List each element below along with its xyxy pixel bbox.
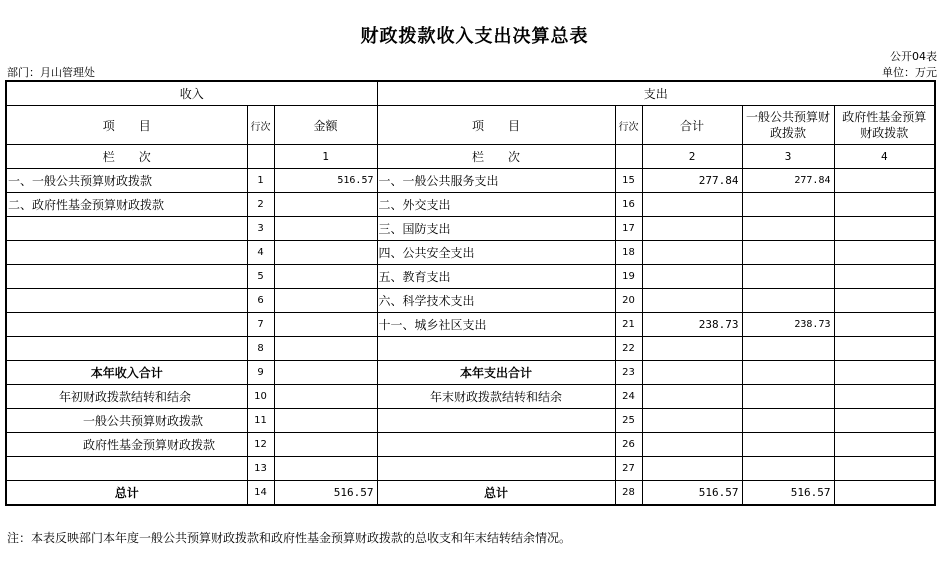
- expense-total: [642, 385, 742, 409]
- income-amount: [274, 313, 377, 337]
- expense-grand-total: 516.57: [642, 481, 742, 506]
- income-amount: [274, 337, 377, 361]
- expense-total: [642, 433, 742, 457]
- income-item: 一、一般公共预算财政拨款: [6, 169, 247, 193]
- table-row: [6, 193, 935, 217]
- expense-general: [742, 289, 834, 313]
- expense-row-no: 26: [615, 433, 642, 457]
- column-index-2: 2: [642, 145, 742, 169]
- expense-total: [642, 457, 742, 481]
- expense-general: [742, 193, 834, 217]
- income-item-header: 项 目: [6, 106, 247, 145]
- expense-item-header: 项 目: [377, 106, 615, 145]
- table-row: [6, 361, 935, 385]
- table-row: [6, 313, 935, 337]
- header-row-sections: [6, 81, 935, 106]
- income-amount: [274, 265, 377, 289]
- expense-fund: [834, 385, 935, 409]
- expense-general: 277.84: [742, 169, 834, 193]
- expense-item: 四、公共安全支出: [377, 241, 615, 265]
- income-item: [6, 337, 247, 361]
- table-row-grand-total: [6, 481, 935, 506]
- expense-row-no: 16: [615, 193, 642, 217]
- expense-row-no: 22: [615, 337, 642, 361]
- department-label: 部门：月山管理处: [7, 66, 95, 79]
- expense-total: 277.84: [642, 169, 742, 193]
- expense-general: [742, 265, 834, 289]
- income-row-no: 6: [247, 289, 274, 313]
- expense-fund: [834, 193, 935, 217]
- expense-item: 五、教育支出: [377, 265, 615, 289]
- expense-fund: [834, 361, 935, 385]
- income-amount: [274, 289, 377, 313]
- column-label-income: 栏 次: [6, 145, 247, 169]
- expense-general: [742, 385, 834, 409]
- table-row: [6, 217, 935, 241]
- table-row: [6, 433, 935, 457]
- income-amount: [274, 241, 377, 265]
- income-item: [6, 289, 247, 313]
- income-item: 政府性基金预算财政拨款: [6, 433, 247, 457]
- income-item: 二、政府性基金预算财政拨款: [6, 193, 247, 217]
- expense-fund: [834, 457, 935, 481]
- income-amount: [274, 409, 377, 433]
- income-amount: [274, 361, 377, 385]
- expense-row-no: 15: [615, 169, 642, 193]
- expense-general: [742, 361, 834, 385]
- fund-budget-header: 政府性基金预算财政拨款: [834, 106, 935, 145]
- general-budget-header: 一般公共预算财政拨款: [742, 106, 834, 145]
- total-header: 合计: [642, 106, 742, 145]
- expense-total: [642, 265, 742, 289]
- table-row: [6, 241, 935, 265]
- expense-row-no: 21: [615, 313, 642, 337]
- income-row-no: 3: [247, 217, 274, 241]
- expense-item: [377, 409, 615, 433]
- income-row-no: 7: [247, 313, 274, 337]
- table-row: [6, 169, 935, 193]
- expense-general: [742, 337, 834, 361]
- income-amount: [274, 457, 377, 481]
- table-row: [6, 457, 935, 481]
- expense-general: 238.73: [742, 313, 834, 337]
- income-rowno-header: 行次: [247, 106, 274, 145]
- expense-total: [642, 217, 742, 241]
- expense-row-no: 24: [615, 385, 642, 409]
- income-row-no: 13: [247, 457, 274, 481]
- income-grand-total-label: 总计: [6, 481, 247, 506]
- income-row-no: 5: [247, 265, 274, 289]
- expense-rowno-header: 行次: [615, 106, 642, 145]
- expense-row-no: 19: [615, 265, 642, 289]
- expense-item: 年末财政拨款结转和结余: [377, 385, 615, 409]
- income-item: [6, 313, 247, 337]
- expense-item: 六、科学技术支出: [377, 289, 615, 313]
- income-item: [6, 457, 247, 481]
- amount-header: 金额: [274, 106, 377, 145]
- expense-total: [642, 361, 742, 385]
- table-code: 公开04表: [890, 50, 937, 63]
- expense-item: 一、一般公共服务支出: [377, 169, 615, 193]
- expense-item: 二、外交支出: [377, 193, 615, 217]
- expense-fund: [834, 409, 935, 433]
- budget-table: [5, 80, 936, 506]
- income-amount: [274, 433, 377, 457]
- column-index-4: 4: [834, 145, 935, 169]
- expense-general: [742, 217, 834, 241]
- table-row: [6, 265, 935, 289]
- expense-fund: [834, 289, 935, 313]
- table-row: [6, 409, 935, 433]
- expense-fund: [834, 217, 935, 241]
- expense-fund: [834, 433, 935, 457]
- income-row-no: 8: [247, 337, 274, 361]
- column-index-row: [6, 145, 935, 169]
- income-amount: [274, 385, 377, 409]
- expense-fund: [834, 313, 935, 337]
- income-amount: [274, 193, 377, 217]
- expense-header: 支出: [377, 81, 935, 106]
- expense-total: [642, 193, 742, 217]
- expense-general: [742, 409, 834, 433]
- expense-total: [642, 337, 742, 361]
- income-row-no: 11: [247, 409, 274, 433]
- expense-fund: [834, 337, 935, 361]
- income-row-no: 4: [247, 241, 274, 265]
- income-grand-total: 516.57: [274, 481, 377, 506]
- header-row-columns: [6, 106, 935, 145]
- report-title: 财政拨款收入支出决算总表: [360, 26, 589, 47]
- income-row-no: 12: [247, 433, 274, 457]
- table-row: [6, 337, 935, 361]
- expense-item: [377, 457, 615, 481]
- expense-general: [742, 433, 834, 457]
- income-row-no: 1: [247, 169, 274, 193]
- footnote: 注：本表反映部门本年度一般公共预算财政拨款和政府性基金预算财政拨款的总收支和年末结转结余情况。: [7, 531, 572, 545]
- income-row-no: 10: [247, 385, 274, 409]
- expense-fund-total: [834, 481, 935, 506]
- income-item: 年初财政拨款结转和结余: [6, 385, 247, 409]
- expense-row-no: 25: [615, 409, 642, 433]
- income-item: [6, 241, 247, 265]
- income-amount: 516.57: [274, 169, 377, 193]
- expense-general: [742, 457, 834, 481]
- expense-grand-total-label: 总计: [377, 481, 615, 506]
- expense-total: [642, 289, 742, 313]
- expense-row-no: 28: [615, 481, 642, 506]
- expense-general: [742, 241, 834, 265]
- income-item: [6, 265, 247, 289]
- table-row: [6, 385, 935, 409]
- income-header: 收入: [6, 81, 377, 106]
- table-row: [6, 289, 935, 313]
- expense-row-no: 23: [615, 361, 642, 385]
- expense-total: [642, 241, 742, 265]
- expense-general-total: 516.57: [742, 481, 834, 506]
- income-amount: [274, 217, 377, 241]
- column-index-1: 1: [274, 145, 377, 169]
- column-index-3: 3: [742, 145, 834, 169]
- expense-total: [642, 409, 742, 433]
- expense-subtotal-label: 本年支出合计: [377, 361, 615, 385]
- income-item: [6, 217, 247, 241]
- expense-fund: [834, 265, 935, 289]
- income-subtotal-label: 本年收入合计: [6, 361, 247, 385]
- expense-row-no: 18: [615, 241, 642, 265]
- income-row-no: 2: [247, 193, 274, 217]
- expense-item: [377, 337, 615, 361]
- expense-item: 十一、城乡社区支出: [377, 313, 615, 337]
- expense-item: 三、国防支出: [377, 217, 615, 241]
- expense-row-no: 27: [615, 457, 642, 481]
- income-item: 一般公共预算财政拨款: [6, 409, 247, 433]
- expense-fund: [834, 169, 935, 193]
- income-row-no: 14: [247, 481, 274, 506]
- expense-row-no: 17: [615, 217, 642, 241]
- expense-row-no: 20: [615, 289, 642, 313]
- income-row-no: 9: [247, 361, 274, 385]
- unit-label: 单位：万元: [882, 66, 937, 79]
- column-label-expense: 栏 次: [377, 145, 615, 169]
- expense-fund: [834, 241, 935, 265]
- expense-total: 238.73: [642, 313, 742, 337]
- expense-item: [377, 433, 615, 457]
